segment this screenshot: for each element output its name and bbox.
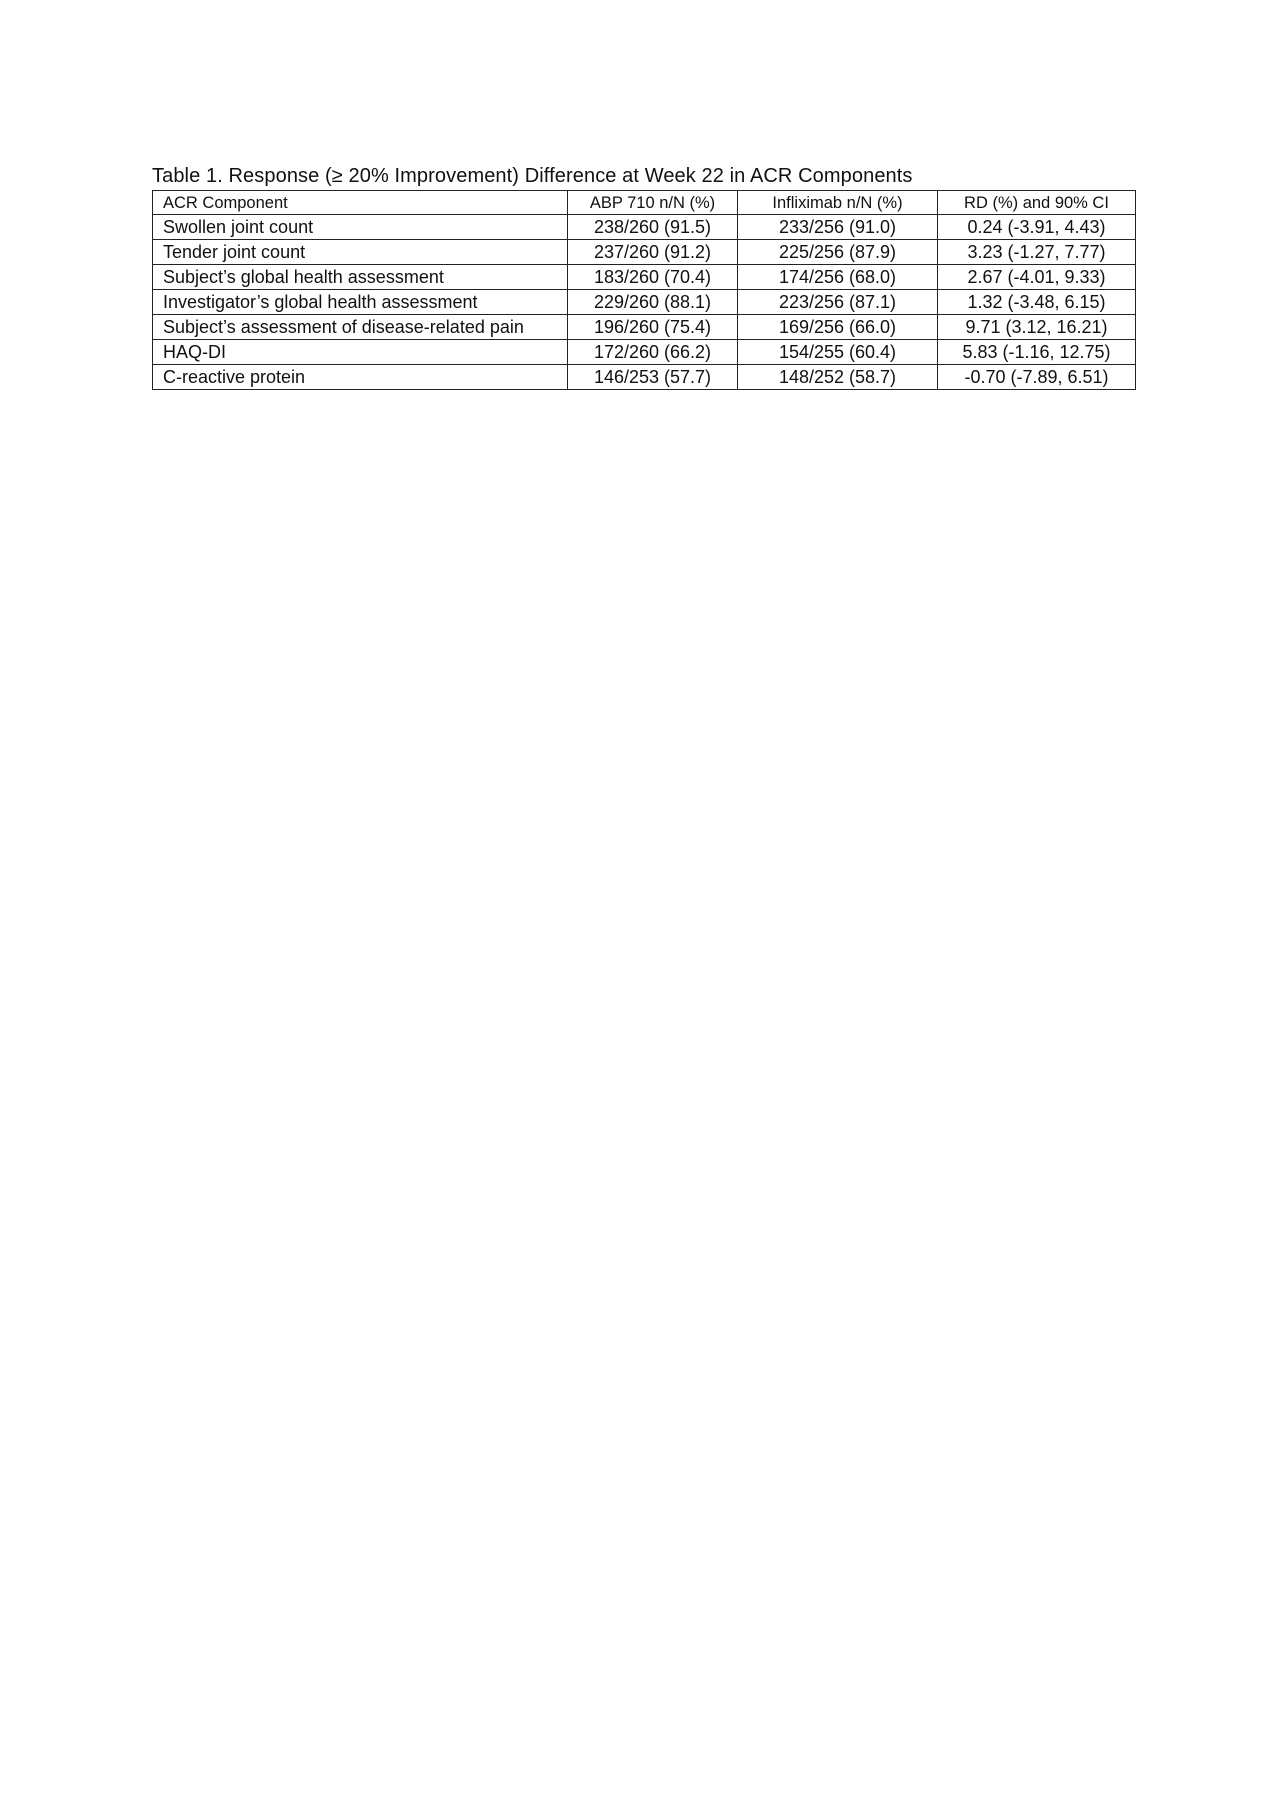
cell-rd-ci: 9.71 (3.12, 16.21) [938, 315, 1136, 340]
table-row [153, 340, 1136, 365]
cell-infliximab: 223/256 (87.1) [738, 290, 938, 315]
cell-abp-710: 183/260 (70.4) [568, 265, 738, 290]
cell-rd-ci: 0.24 (-3.91, 4.43) [938, 215, 1136, 240]
cell-infliximab: 233/256 (91.0) [738, 215, 938, 240]
header-acr-component: ACR Component [153, 191, 568, 215]
table-caption: Table 1. Response (≥ 20% Improvement) Difference at Week 22 in ACR Components [152, 165, 913, 187]
table-row [153, 265, 1136, 290]
cell-component: Subject’s assessment of disease-related pain [153, 315, 568, 340]
cell-component: C-reactive protein [153, 365, 568, 390]
cell-infliximab: 169/256 (66.0) [738, 315, 938, 340]
cell-rd-ci: 5.83 (-1.16, 12.75) [938, 340, 1136, 365]
cell-infliximab: 225/256 (87.9) [738, 240, 938, 265]
cell-infliximab: 174/256 (68.0) [738, 265, 938, 290]
cell-infliximab: 154/255 (60.4) [738, 340, 938, 365]
table-row [153, 215, 1136, 240]
cell-component: HAQ-DI [153, 340, 568, 365]
cell-component: Tender joint count [153, 240, 568, 265]
cell-rd-ci: 2.67 (-4.01, 9.33) [938, 265, 1136, 290]
table-row [153, 290, 1136, 315]
cell-rd-ci: -0.70 (-7.89, 6.51) [938, 365, 1136, 390]
table-row [153, 240, 1136, 265]
cell-component: Subject’s global health assessment [153, 265, 568, 290]
cell-rd-ci: 1.32 (-3.48, 6.15) [938, 290, 1136, 315]
table-row [153, 365, 1136, 390]
cell-abp-710: 237/260 (91.2) [568, 240, 738, 265]
cell-abp-710: 229/260 (88.1) [568, 290, 738, 315]
acr-components-table [152, 190, 1136, 390]
cell-abp-710: 238/260 (91.5) [568, 215, 738, 240]
header-rd-ci: RD (%) and 90% CI [938, 191, 1136, 215]
cell-abp-710: 146/253 (57.7) [568, 365, 738, 390]
table-header-row [153, 191, 1136, 215]
header-infliximab: Infliximab n/N (%) [738, 191, 938, 215]
cell-rd-ci: 3.23 (-1.27, 7.77) [938, 240, 1136, 265]
table-row [153, 315, 1136, 340]
cell-abp-710: 196/260 (75.4) [568, 315, 738, 340]
header-abp-710: ABP 710 n/N (%) [568, 191, 738, 215]
cell-abp-710: 172/260 (66.2) [568, 340, 738, 365]
cell-component: Investigator’s global health assessment [153, 290, 568, 315]
cell-infliximab: 148/252 (58.7) [738, 365, 938, 390]
cell-component: Swollen joint count [153, 215, 568, 240]
